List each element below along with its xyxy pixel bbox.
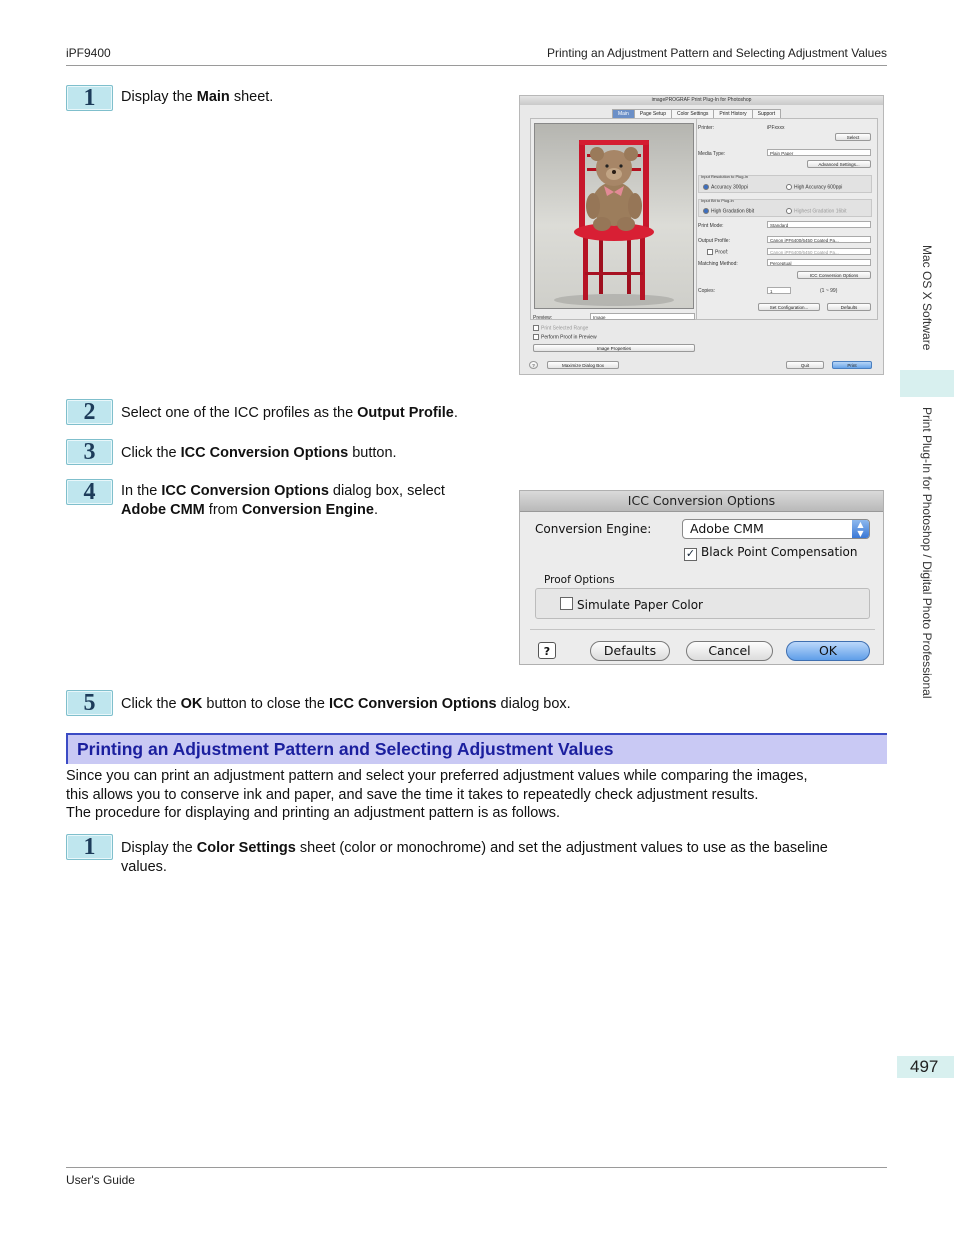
perform-proof-label: Perform Proof in Preview [541,334,597,341]
tab-print-history[interactable]: Print History [713,109,752,120]
media-type-select[interactable]: Plain Paper [767,149,871,156]
para-line-2: this allows you to conserve ink and paper, and save the time it takes to repeatedly check adjustment results. [66,786,759,803]
side-active-tab [900,370,954,397]
defaults-button[interactable]: Defaults [827,303,871,311]
icc-dialog-title: ICC Conversion Options [520,491,883,512]
step-4-text [121,482,445,520]
step-number-2: 2 [66,399,113,425]
tab-color-settings[interactable]: Color Settings [671,109,714,120]
header-section-title: Printing an Adjustment Pattern and Selecting Adjustment Values [547,46,887,60]
simulate-paper-color-checkbox[interactable] [560,597,703,612]
text-run: Display the [121,840,197,856]
text-run-bold: Output Profile [357,405,454,421]
step-number-4: 4 [66,479,113,505]
icc-dialog-screenshot [519,490,884,665]
text-run-bold: ICC Conversion Options [328,696,497,712]
image-properties-button[interactable]: Image Properties [533,344,695,352]
header-rule [66,65,887,66]
cancel-button[interactable]: Cancel [686,641,773,661]
output-profile-label: Output Profile: [698,238,730,244]
step-4-line-2 [121,501,445,520]
help-button[interactable]: ? [529,361,538,369]
para-line-1: Since you can print an adjustment pattern and select your preferred adjustment values while comparing the images, [66,768,808,784]
gradation-16-radio[interactable] [786,208,847,214]
black-point-compensation-checkbox[interactable] [684,545,858,561]
media-type-label: Media Type: [698,151,726,157]
icc-conversion-options-button[interactable]: ICC Conversion Options [797,271,871,279]
text-run: Display the [121,89,197,105]
text-run-bold: Adobe CMM [121,502,205,518]
printer-label: Printer: [698,125,715,131]
proof-options-group-label: Proof Options [544,574,615,586]
step-number-1: 1 [66,85,113,111]
output-profile-select[interactable]: Canon iPF6400/6450 Coated Pa... [767,236,871,243]
matching-method-label: Matching Method: [698,261,738,267]
text-run-bold: ICC Conversion Options [180,445,349,461]
print-mode-select[interactable]: Standard [767,221,871,228]
dialog-divider [530,629,875,630]
text-run: In the [121,483,162,499]
step-2-text [121,404,458,423]
section-heading [66,733,887,764]
preview-label: Preview: [533,315,553,321]
plugin-window-title: imagePROGRAF Print Plug-In for Photoshop [520,96,883,105]
proof-checkbox[interactable] [707,249,728,255]
gradation-16-label: Highest Gradation 16bit [794,208,847,215]
checkbox-icon [707,249,713,255]
section-step-number-1: 1 [66,834,113,860]
text-run: from [204,502,242,518]
header-model: iPF9400 [66,46,111,60]
text-run: sheet. [229,89,274,105]
ok-button[interactable]: OK [786,641,870,661]
perform-proof-checkbox[interactable] [533,334,597,340]
maximize-dialog-button[interactable]: Maximize Dialog Box [547,361,619,369]
checkbox-icon [560,597,573,610]
proof-label: Proof: [715,249,729,256]
tab-main[interactable]: Main [612,109,635,120]
printer-value: iPFxxxx [767,125,785,131]
teddy-bear-chair-image [535,124,693,308]
preview-select[interactable]: Image [590,313,695,320]
text-run-bold: ICC Conversion Options [161,483,329,499]
section-title: Printing an Adjustment Pattern and Selecting Adjustment Values [77,739,614,759]
conversion-engine-select[interactable] [682,519,870,539]
preview-image [534,123,694,309]
proof-select[interactable]: Canon iPF6400/6450 Coated Pa... [767,248,871,255]
text-run-bold: Conversion Engine [241,502,374,518]
copies-field[interactable]: 1 [767,287,791,294]
copies-range: (1 ~ 99) [820,288,838,294]
popup-arrows-icon: ▲ ▼ [852,520,869,538]
step-number-3: 3 [66,439,113,465]
print-button[interactable]: Print [832,361,872,369]
advanced-settings-button[interactable]: Advanced Settings... [807,160,871,168]
accuracy-600-label: High Accuracy 600ppi [794,184,843,191]
conversion-engine-label: Conversion Engine: [535,522,652,536]
print-mode-label: Print Mode: [698,223,724,229]
text-run: button to close the [202,696,329,712]
copies-label: Copies: [698,288,715,294]
step-4-line-1 [121,482,445,501]
radio-icon [703,184,709,190]
section-step-1-line-1 [121,839,891,858]
gradation-8-radio[interactable] [703,208,754,214]
text-run-bold: Main [196,89,230,105]
accuracy-600-radio[interactable] [786,184,842,190]
text-run: . [453,405,458,421]
print-selected-range-checkbox[interactable] [533,325,588,331]
radio-icon [786,184,792,190]
text-run: dialog box, select [328,483,445,499]
radio-icon [703,208,709,214]
print-selected-label: Print Selected Range [541,325,589,332]
conversion-engine-value: Adobe CMM [690,521,764,536]
radio-icon [786,208,792,214]
side-section-label: Print Plug-In for Photoshop / Digital Photo Professional [920,407,934,699]
checkbox-checked-icon: ✓ [685,547,696,560]
text-run: dialog box. [496,696,571,712]
section-step-1-text [121,839,891,877]
simulate-label: Simulate Paper Color [577,598,703,612]
gradation-8-label: High Gradation 8bit [711,208,755,215]
help-button[interactable]: ? [538,642,556,659]
text-run: . [373,502,378,518]
set-configuration-button[interactable]: Set Configuration... [758,303,820,311]
quit-button[interactable]: Quit [786,361,824,369]
accuracy-300-label: Accuracy 300ppi [711,184,748,191]
checkbox-icon [533,334,539,340]
input-resolution-label: Input Resolution to Plug-in [701,174,748,179]
step-5-text [121,695,571,714]
step-1-text [121,88,273,107]
plugin-tabs [612,109,780,118]
text-run: Select one of the ICC profiles as the [121,405,358,421]
footer-text: User's Guide [66,1173,135,1187]
checkbox-icon [533,325,539,331]
para-line-3: The procedure for displaying and printing an adjustment pattern is as follows. [66,805,561,821]
select-printer-button[interactable]: Select [835,133,871,141]
text-run: button. [348,445,397,461]
side-chapter-label: Mac OS X Software [920,245,934,351]
text-run-bold: Color Settings [196,840,296,856]
section-paragraph [66,767,896,823]
input-bit-label: Input Bit to Plug-in [701,198,734,203]
text-run-bold: OK [180,696,203,712]
step-number-5: 5 [66,690,113,716]
text-run: Click the [121,445,181,461]
matching-method-select[interactable]: Perceptual [767,259,871,266]
text-run: sheet (color or monochrome) and set the adjustment values to use as the baseline [295,840,828,856]
bpc-label: Black Point Compensation [701,545,858,559]
section-step-1-line-2: values. [121,859,167,875]
footer-rule [66,1167,887,1168]
accuracy-300-radio[interactable] [703,184,748,190]
tab-support[interactable]: Support [752,109,782,120]
step-3-text [121,444,397,463]
page-number: 497 [910,1057,939,1076]
defaults-button[interactable]: Defaults [590,641,670,661]
tab-page-setup[interactable]: Page Setup [634,109,672,120]
text-run: Click the [121,696,181,712]
